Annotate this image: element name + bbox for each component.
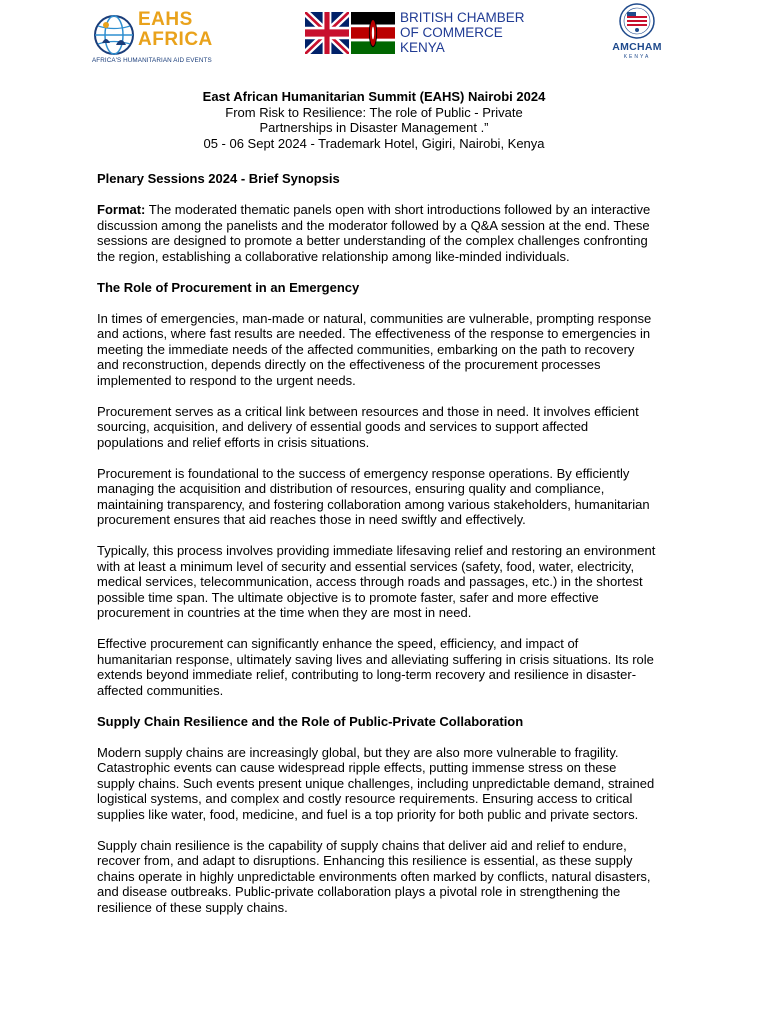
org-line-2: OF COMMERCE: [400, 25, 503, 40]
kenya-flag-icon: [351, 12, 395, 54]
amcham-name: AMCHAM: [612, 41, 662, 53]
procurement-paragraph-2: Procurement serves as a critical link between resources and those in need. It involves efficient sourcing, acquisition, and delivery of essential goods and services to support affected populations and relief efforts in crisis situations.: [97, 403, 639, 450]
amcham-country: KENYA: [623, 54, 651, 60]
africa-wordmark: AFRICA: [138, 29, 213, 50]
british-chamber-logo: [305, 10, 530, 56]
summit-title-block: [97, 89, 651, 151]
british-chamber-name: [400, 10, 525, 55]
summit-subtitle-line-1: From Risk to Resilience: The role of Public - Private: [225, 104, 523, 120]
amcham-seal-icon: [619, 3, 655, 39]
format-text: The moderated thematic panels open with short introductions followed by an interactive discussion among the panelists and the moderator followed by a Q&A session at the end. These sessions are designed to promote a better understanding of the complex challenges confronting the region, establishing a collaborative relationship among like-minded individuals.: [97, 202, 651, 264]
format-paragraph: [97, 202, 657, 264]
org-line-1: BRITISH CHAMBER: [400, 10, 525, 25]
procurement-paragraph-3: Procurement is foundational to the success of emergency response operations. By efficiently managing the acquisition and distribution of resources, ensuring quality and compliance, maintaining transparency, and fostering collaboration among various stakeholders, humanitarian procurement ensures that aid reaches those in need swiftly and effectively.: [97, 465, 650, 527]
summit-subtitle-line-2: Partnerships in Disaster Management .”: [259, 120, 489, 135]
supply-chain-heading: Supply Chain Resilience and the Role of Public-Private Collaboration: [97, 713, 524, 729]
section-title: Plenary Sessions 2024 - Brief Synopsis: [97, 171, 340, 186]
procurement-paragraph-1: In times of emergencies, man-made or natural, communities are vulnerable, prompting response and actions, where fast results are needed. The effectiveness of the response to emergencies in meeting the immediate needs of the affected communities, embarking on the path to recovery and reconstruction, depends directly on the effectiveness of the procurement processes implemented to respond to the urgent needs.: [97, 310, 652, 388]
procurement-paragraph-4: Typically, this process involves providing immediate lifesaving relief and restoring an environment with at least a minimum level of security and essential services (safety, food, water, electricity, medical services, telecommunication, access through roads and passages, etc.) in the shortest possible time span. The ultimate objective is to promote faster, safer and more effective procurement in countries at the time when they are most in need.: [97, 543, 656, 620]
uk-flag-icon: [305, 12, 349, 54]
globe-icon: [92, 13, 136, 57]
supply-chain-paragraph-2: Supply chain resilience is the capability of supply chains that deliver aid and relief to endure, recover from, and adapt to disruptions. Enhancing this resilience is essential, as these supply chains operate in highly unpredictable environments often marked by conflicts, natural disasters, and disease outbreaks. Public-private collaboration plays a pivotal role in strengthening the resilience of these supply chains.: [97, 837, 651, 915]
procurement-paragraph-5: Effective procurement can significantly enhance the speed, efficiency, and impact of humanitarian response, ultimately saving lives and alleviating suffering in crisis situations. Its role extends beyond immediate relief, contributing to long-term recovery and resilience in disaster-affected communities.: [97, 636, 654, 698]
eahs-tagline: AFRICA'S HUMANITARIAN AID EVENTS: [92, 57, 212, 64]
summit-title: East African Humanitarian Summit (EAHS) Nairobi 2024: [202, 89, 546, 104]
summit-date-venue: 05 - 06 Sept 2024 - Trademark Hotel, Gigiri, Nairobi, Kenya: [203, 135, 545, 151]
supply-chain-paragraph-1: Modern supply chains are increasingly global, but they are also more vulnerable to fragility. Catastrophic events can cause widespread ripple effects, putting immense stress on these supply chains. Such events present unique challenges, including unpredictable demand, strained logistical systems, and complex and costly resource requirements. Ensuring access to critical supplies like water, food, medicine, and fuel is a top priority for both public and private sectors.: [97, 744, 655, 822]
eahs-wordmark: EAHS: [138, 9, 193, 30]
eahs-africa-logo: [92, 10, 222, 62]
procurement-heading: The Role of Procurement in an Emergency: [97, 279, 360, 295]
document-body: [97, 171, 657, 931]
org-line-3: KENYA: [400, 40, 445, 55]
amcham-logo: [604, 3, 670, 61]
format-label: Format:: [97, 202, 146, 217]
